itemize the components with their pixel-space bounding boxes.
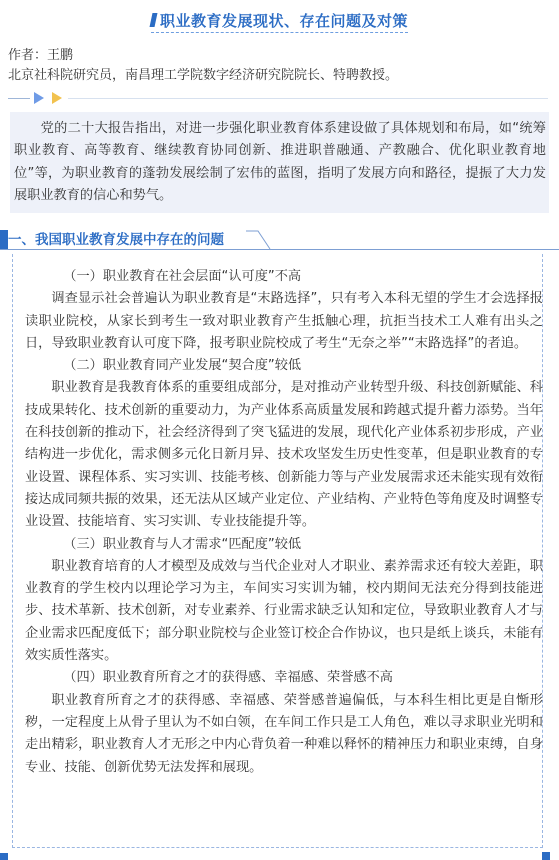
footer-corner-right bbox=[542, 852, 550, 860]
subsection-body: 职业教育培育的人才模型及成效与当代企业对人才职业、素养需求还有较大差距，职业教育的学生校内以理论学习为主，车间实习实训为辅，校内期间无法充分得到技能进步、技术革新、技术创新，对专业素养、行业需求缺乏认知和定位，导致职业教育人才与企业需求匹配度低下；部分职业院校与企业签订校企合作协议，也只是纸上谈兵，未能有效实质性落实。 bbox=[25, 558, 543, 664]
subsection-body: 职业教育是我教育体系的重要组成部分，是对推动产业转型升级、科技创新赋能、科技成果转化、技术创新的重要动力，为产业体系高质量发展和跨越式提升蓄力添势。当年在科技创新的推动下，社会经济得到了突飞猛进的发展，现代化产业体系初步形成，产业结构进一步优化，需求侧多元化日新月异、技术攻坚发生历史性变革，但是职业教育的专业设置、课程体系、实习实训、技能考核、创新能力等与产业发展需求还未能实现有效衔接达成同频共振的效果，还无法从区域产业定位、产业结构、产业特色等角度及时调整专业设置、技能培育、实习实训、专业技能提升等。 bbox=[25, 380, 543, 530]
article-title bbox=[151, 10, 408, 33]
subsection-heading: （一）职业教育在社会层面“认可度”不高 bbox=[63, 269, 302, 284]
subsection-heading: （四）职业教育所育之才的获得感、幸福感、荣誉感不高 bbox=[63, 670, 393, 686]
subsection-heading: （三）职业教育与人才需求“匹配度”较低 bbox=[63, 536, 302, 552]
footer-corner-left bbox=[0, 853, 8, 860]
article-title-text: 职业教育发展现状、存在问题及对策 bbox=[159, 12, 408, 30]
divider-line-right bbox=[68, 98, 548, 99]
decorative-divider bbox=[8, 91, 548, 105]
author-line: 作者：王鹏 bbox=[8, 48, 74, 63]
section-header-underline bbox=[0, 249, 559, 250]
section-header-bar bbox=[0, 230, 8, 249]
subsection-body: 调查显示社会普遍认为职业教育是“末路选择”，只有考入本科无望的学生才会选择报读职业院校，从家长到考生一致对职业教育产生抵触心理，抗拒当技术工人难有出头之日，导致职业教育认可度下降，报考职业院校成了考生“无奈之举”“末路选择”的者追。 bbox=[25, 291, 543, 351]
blue-triangle-icon bbox=[34, 92, 44, 104]
intro-paragraph bbox=[10, 112, 549, 213]
intro-text: 党的二十大报告指出，对进一步强化职业教育体系建设做了具体规划和布局，如“统筹职业教育、高等教育、继续教育协同创新、推进职普融通、产教融合、优化职业教育地位”等，为职业教育的蓬勃发展绘制了宏伟的蓝图，指明了发展方向和路径，提振了大力发展职业教育的信心和势气。 bbox=[14, 121, 546, 203]
section-header bbox=[0, 230, 559, 250]
section-header-slant-icon bbox=[246, 230, 272, 250]
section-content bbox=[25, 266, 543, 779]
article-title-bar bbox=[0, 10, 559, 33]
subsection-body: 职业教育所育之才的获得感、幸福感、荣誉感普遍偏低，与本科生相比更是自惭形秽，一定程度上从骨子里认为不如白领，在车间工作只是工人角色，难以寻求职业光明和走出精彩，职业教育人才无形之中内心背负着一种难以释怀的精神压力和职业束缚，自身专业、技能、创新优势无法发挥和展现。 bbox=[25, 692, 543, 775]
yellow-triangle-icon bbox=[52, 92, 62, 104]
subsection-heading: （二）职业教育同产业发展“契合度”较低 bbox=[63, 358, 302, 374]
section-title: 一、我国职业教育发展中存在的问题 bbox=[8, 232, 224, 248]
author-affiliation: 北京社科院研究员，南昌理工学院数字经济研究院院长、特聘教授。 bbox=[8, 68, 399, 83]
divider-line-left bbox=[8, 98, 30, 99]
title-marker-icon bbox=[149, 13, 157, 27]
